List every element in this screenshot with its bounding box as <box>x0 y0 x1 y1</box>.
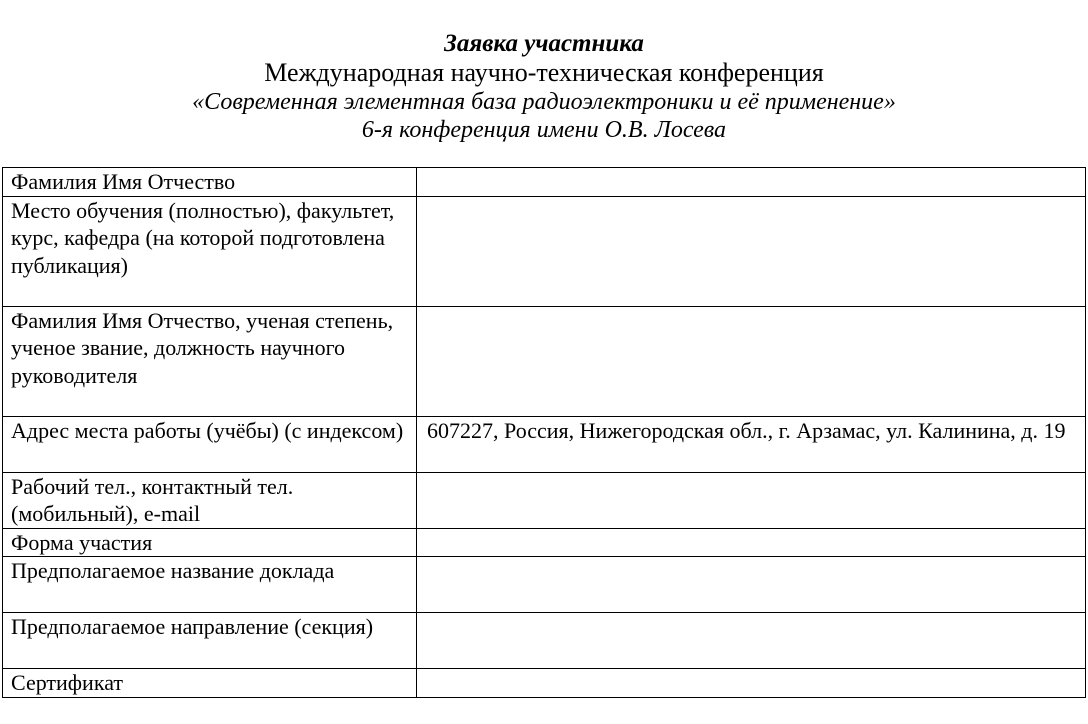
row-label: Предполагаемое название доклада <box>3 557 417 613</box>
row-label: Адрес места работы (учёбы) (с индексом) <box>3 416 417 472</box>
row-label: Фамилия Имя Отчество <box>3 168 417 197</box>
form-title: Заявка участника <box>444 30 644 57</box>
document-header <box>0 30 1088 144</box>
full-name-field[interactable] <box>417 168 1086 197</box>
supervisor-field[interactable] <box>417 306 1086 416</box>
participation-form-field[interactable] <box>417 528 1086 557</box>
conference-name: «Современная элементная база радиоэлектроники и её применение» <box>192 89 896 115</box>
table-row-participation-form <box>3 528 1086 557</box>
table-row-full-name <box>3 168 1086 197</box>
conference-number: 6-я конференция имени О.В. Лосева <box>361 117 727 143</box>
table-row-supervisor <box>3 306 1086 416</box>
table-row-study-place <box>3 196 1086 306</box>
table-row-certificate <box>3 669 1086 698</box>
row-label: Место обучения (полностью), факультет, курс, кафедра (на которой подготовлена публикация) <box>3 196 417 306</box>
section-field[interactable] <box>417 613 1086 669</box>
row-label: Сертификат <box>3 669 417 698</box>
conference-type: Международная научно-техническая конференция <box>264 58 824 87</box>
row-label: Предполагаемое направление (секция) <box>3 613 417 669</box>
participant-form-table <box>2 167 1086 698</box>
row-label: Форма участия <box>3 528 417 557</box>
address-field[interactable]: 607227, Россия, Нижегородская обл., г. Арзамас, ул. Калинина, д. 19 <box>417 416 1086 472</box>
table-row-section <box>3 613 1086 669</box>
certificate-field[interactable] <box>417 669 1086 698</box>
table-row-report-title <box>3 557 1086 613</box>
contacts-field[interactable] <box>417 472 1086 528</box>
study-place-field[interactable] <box>417 196 1086 306</box>
table-row-address <box>3 416 1086 472</box>
row-label: Фамилия Имя Отчество, ученая степень, ученое звание, должность научного руководителя <box>3 306 417 416</box>
report-title-field[interactable] <box>417 557 1086 613</box>
row-label: Рабочий тел., контактный тел. (мобильный), e-mail <box>3 472 417 528</box>
table-row-contacts <box>3 472 1086 528</box>
